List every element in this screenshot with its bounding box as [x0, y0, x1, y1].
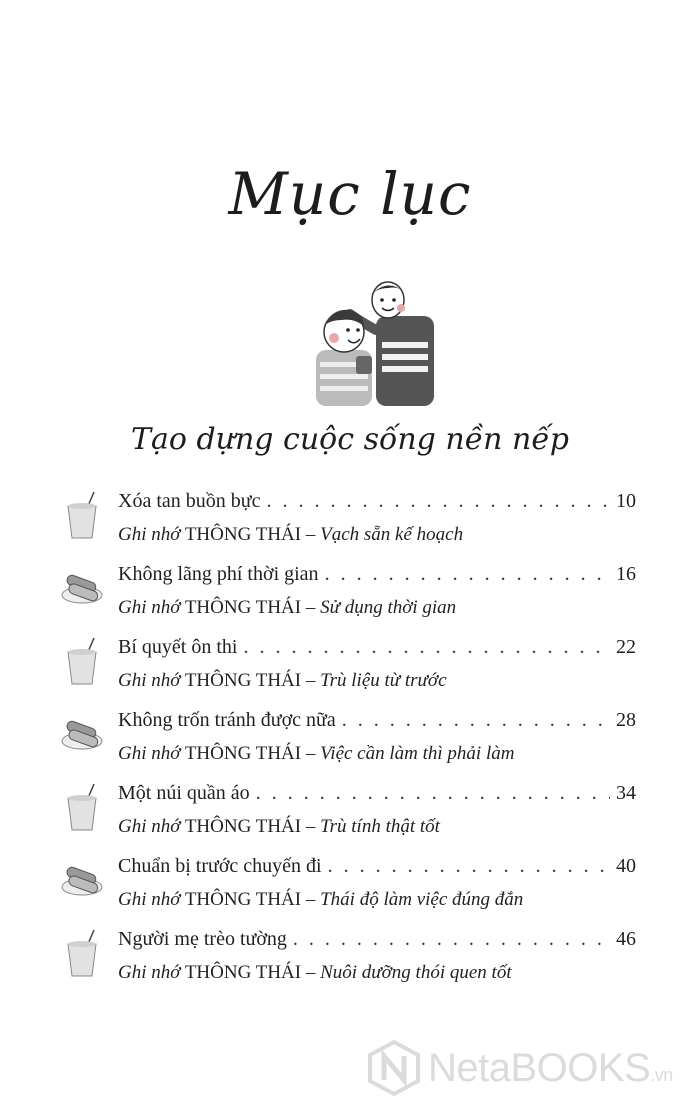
watermark-text: NetaBOOKS.vn: [428, 1045, 673, 1090]
entry-title: Bí quyết ôn thi: [118, 636, 238, 658]
sub-brand: THÔNG THÁI: [184, 524, 302, 545]
sub-prefix: Ghi nhớ: [118, 670, 181, 691]
dot-leader: [325, 563, 610, 586]
entry-subtitle: [118, 962, 512, 984]
sub-prefix: Ghi nhớ: [118, 889, 181, 910]
cup-icon: [60, 638, 104, 686]
sub-text: Thái độ làm việc đúng đắn: [320, 889, 524, 910]
sub-brand: THÔNG THÁI: [184, 816, 302, 837]
sub-text: Trù tính thật tốt: [320, 816, 440, 837]
entry-page-number: 46: [616, 928, 636, 950]
roll-icon: [60, 565, 104, 613]
entry-page-number: 22: [616, 636, 636, 658]
page-title: Mục lục: [228, 160, 472, 228]
sub-separator: –: [305, 597, 316, 618]
dot-leader: [293, 928, 610, 951]
toc-entry[interactable]: [60, 486, 640, 559]
sub-separator: –: [305, 816, 316, 837]
cup-icon: [60, 930, 104, 978]
sub-separator: –: [305, 670, 316, 691]
sub-prefix: Ghi nhớ: [118, 962, 181, 983]
table-of-contents: [60, 486, 640, 997]
sub-brand: THÔNG THÁI: [184, 889, 302, 910]
entry-subtitle: [118, 816, 440, 838]
entry-subtitle: [118, 889, 523, 911]
netabooks-logo-icon: [368, 1040, 420, 1096]
sub-brand: THÔNG THÁI: [184, 597, 302, 618]
sub-text: Trù liệu từ trước: [320, 670, 447, 691]
section-title: Tạo dựng cuộc sống nền nếp: [130, 422, 570, 457]
entry-subtitle: [118, 524, 463, 546]
toc-entry[interactable]: [60, 778, 640, 851]
entry-page-number: 16: [616, 563, 636, 585]
cup-icon: [60, 784, 104, 832]
entry-title: Người mẹ trèo tường: [118, 928, 287, 950]
sub-brand: THÔNG THÁI: [184, 743, 302, 764]
entry-title: Xóa tan buồn bực: [118, 490, 261, 512]
sub-prefix: Ghi nhớ: [118, 524, 181, 545]
sub-text: Nuôi dưỡng thói quen tốt: [320, 962, 512, 983]
entry-title: Chuẩn bị trước chuyến đi: [118, 855, 322, 877]
sub-prefix: Ghi nhớ: [118, 597, 181, 618]
sub-brand: THÔNG THÁI: [184, 962, 302, 983]
sub-separator: –: [305, 889, 316, 910]
watermark: [368, 1038, 700, 1098]
entry-page-number: 40: [616, 855, 636, 877]
entry-page-number: 10: [616, 490, 636, 512]
entry-title: Một núi quần áo: [118, 782, 250, 804]
toc-entry[interactable]: [60, 559, 640, 632]
entry-title: Không trốn tránh được nữa: [118, 709, 336, 731]
entry-page-number: 34: [616, 782, 636, 804]
sub-prefix: Ghi nhớ: [118, 816, 181, 837]
entry-subtitle: [118, 670, 447, 692]
cup-icon: [60, 492, 104, 540]
dot-leader: [266, 490, 610, 513]
sub-prefix: Ghi nhớ: [118, 743, 181, 764]
sub-text: Việc cần làm thì phải làm: [320, 743, 515, 764]
entry-title: Không lãng phí thời gian: [118, 563, 319, 585]
sub-separator: –: [305, 524, 316, 545]
toc-entry[interactable]: [60, 924, 640, 997]
sub-separator: –: [305, 962, 316, 983]
sub-brand: THÔNG THÁI: [184, 670, 302, 691]
toc-entry[interactable]: [60, 705, 640, 778]
dot-leader: [256, 782, 610, 805]
roll-icon: [60, 711, 104, 759]
entry-subtitle: [118, 743, 514, 765]
entry-subtitle: [118, 597, 456, 619]
entry-page-number: 28: [616, 709, 636, 731]
father-son-illustration: [298, 280, 448, 410]
sub-text: Sử dụng thời gian: [320, 597, 457, 618]
dot-leader: [342, 709, 610, 732]
dot-leader: [328, 855, 610, 878]
toc-entry[interactable]: [60, 851, 640, 924]
toc-entry[interactable]: [60, 632, 640, 705]
sub-text: Vạch sẵn kế hoạch: [320, 524, 464, 545]
sub-separator: –: [305, 743, 316, 764]
roll-icon: [60, 857, 104, 905]
dot-leader: [243, 636, 610, 659]
